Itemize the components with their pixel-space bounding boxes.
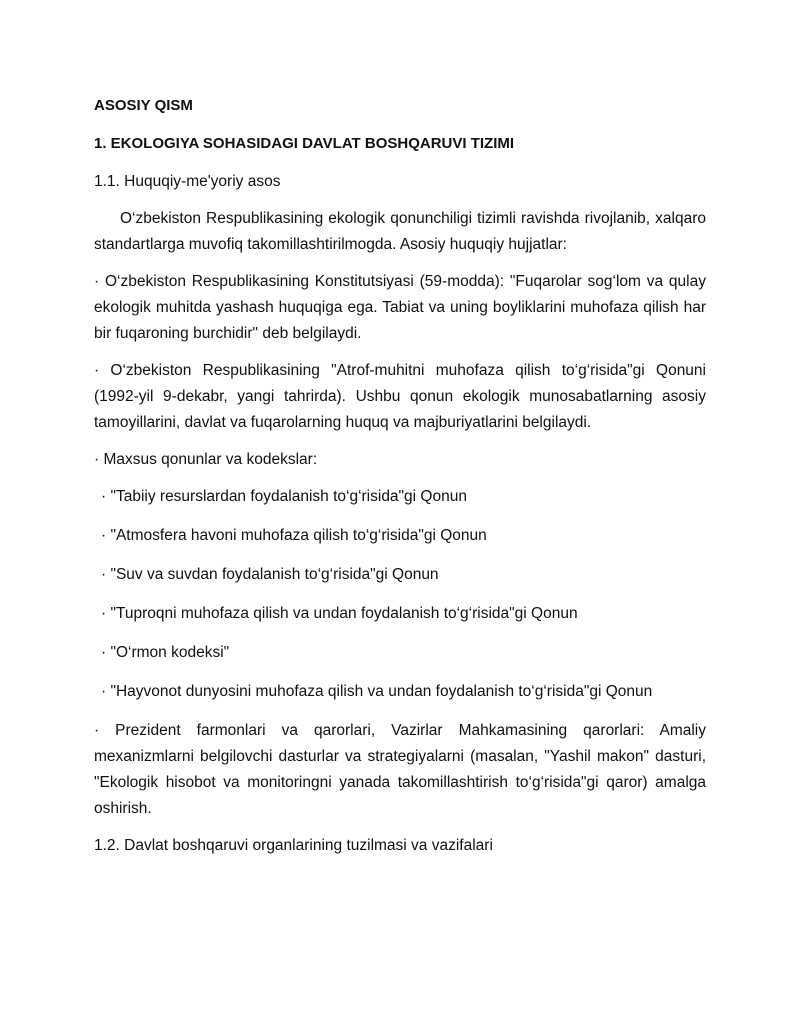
sub-bullet-water: · "Suv va suvdan foydalanish to‘g‘risida"gi Qonun <box>101 566 439 583</box>
section-title: ASOSIY QISM <box>94 97 193 114</box>
subsection-heading-1-2: 1.2. Davlat boshqaruvi organlarining tuzilmasi va vazifalari <box>94 837 493 854</box>
bullet-constitution: · O‘zbekiston Respublikasining Konstitutsiyasi (59-modda): "Fuqarolar sog‘lom va qulay ekologik muhitda yashash huquqiga ega. Tabiat va uning boyliklarini muhofaza qilish har bir fuqaroning burchidir" deb belgilaydi. <box>94 273 706 342</box>
document-page <box>94 93 706 870</box>
bullet-president-decrees: · Prezident farmonlari va qarorlari, Vazirlar Mahkamasining qarorlari: Amaliy mexanizmlarni belgilovchi dasturlar va strategiyalarni (masalan, "Yashil makon" dasturi, "Ekologik hisobot va monitoringni yanada takomillashtirish to‘g‘risida"gi qaror) amalga oshirish. <box>94 722 706 817</box>
sub-bullet-forest-code: · "O‘rmon kodeksi" <box>101 644 230 661</box>
subsection-heading-1-1: 1.1. Huquqiy-me'yoriy asos <box>94 173 281 190</box>
sub-bullet-fauna: · "Hayvonot dunyosini muhofaza qilish va undan foydalanish to‘g‘risida"gi Qonun <box>101 683 653 700</box>
sub-bullet-atmosphere: · "Atmosfera havoni muhofaza qilish to‘g‘risida"gi Qonun <box>101 527 487 544</box>
sub-bullet-soil: · "Tuproqni muhofaza qilish va undan foydalanish to‘g‘risida"gi Qonun <box>101 605 578 622</box>
bullet-environment-law: · O‘zbekiston Respublikasining "Atrof-muhitni muhofaza qilish to‘g‘risida"gi Qonuni (1992-yil 9-dekabr, yangi tahrirda). Ushbu qonun ekologik munosabatlarning asosiy tamoyillarini, davlat va fuqarolarning huquq va majburiyatlarini belgilaydi. <box>94 362 706 431</box>
chapter-title: 1. EKOLOGIYA SOHASIDAGI DAVLAT BOSHQARUVI TIZIMI <box>94 135 515 152</box>
sub-bullet-natural-resources: · "Tabiiy resurslardan foydalanish to‘g‘risida"gi Qonun <box>101 488 467 505</box>
bullet-special-laws: · Maxsus qonunlar va kodekslar: <box>94 451 318 468</box>
intro-paragraph: O‘zbekiston Respublikasining ekologik qonunchiligi tizimli ravishda rivojlanib, xalqaro standartlarga muvofiq takomillashtirilmogda. Asosiy huquqiy hujjatlar: <box>94 210 706 253</box>
